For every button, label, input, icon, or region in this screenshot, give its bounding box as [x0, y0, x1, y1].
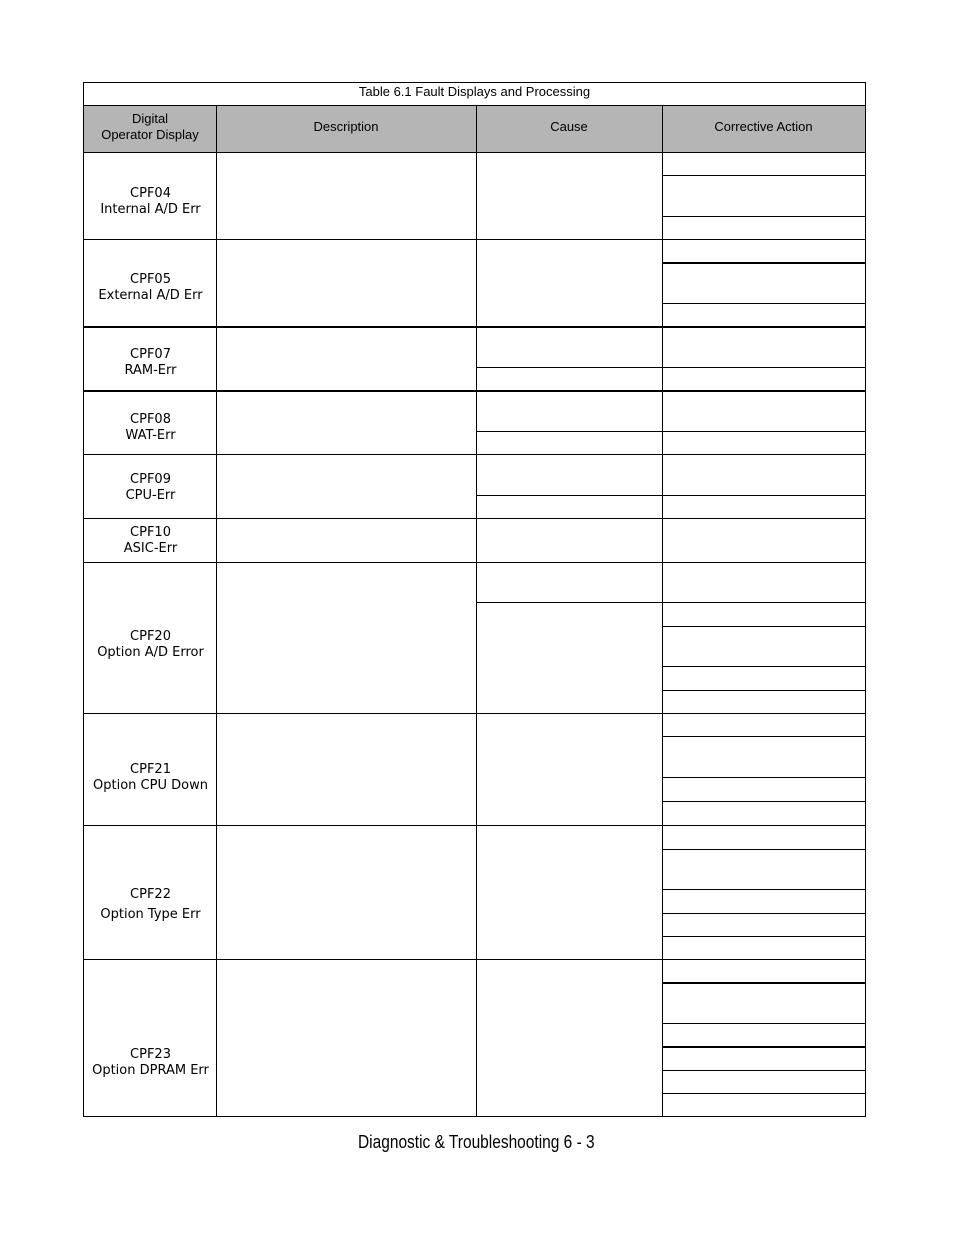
fault-name: RAM-Err	[124, 363, 177, 378]
table-border-left	[83, 82, 84, 1117]
action-sub-divider	[662, 431, 865, 432]
row-divider	[84, 713, 865, 714]
header-corrective-action: Corrective Action	[714, 119, 813, 134]
row-label-cpf20	[85, 629, 216, 661]
action-sub-divider	[662, 175, 865, 176]
row-label-cpf08	[85, 412, 216, 444]
row-divider	[84, 825, 865, 826]
action-sub-divider	[662, 736, 865, 737]
action-sub-divider	[662, 1070, 865, 1071]
fault-name: ASIC-Err	[123, 541, 178, 556]
action-sub-divider	[662, 602, 865, 603]
row-label-cpf10	[85, 525, 216, 557]
fault-code: CPF10	[130, 525, 171, 540]
fault-code: CPF21	[130, 762, 171, 777]
action-sub-divider	[662, 1093, 865, 1094]
row-divider	[84, 454, 865, 455]
fault-code: CPF07	[130, 347, 171, 362]
cause-sub-divider	[476, 495, 662, 496]
action-sub-divider	[662, 262, 865, 264]
action-sub-divider	[662, 801, 865, 802]
row-label-cpf21	[85, 762, 216, 794]
action-sub-divider	[662, 367, 865, 368]
fault-name: Option Type Err	[100, 907, 201, 922]
header-cause: Cause	[550, 119, 588, 134]
action-sub-divider	[662, 216, 865, 217]
column-divider	[662, 105, 663, 1116]
header-display-line2: Operator Display	[101, 127, 199, 142]
row-divider	[84, 239, 865, 240]
action-sub-divider	[662, 495, 865, 496]
row-label-cpf22	[85, 885, 216, 925]
row-label-cpf23	[85, 1047, 216, 1079]
page-footer: Diagnostic & Troubleshooting 6 - 3	[358, 1132, 595, 1152]
action-sub-divider	[662, 1046, 865, 1048]
fault-name: Internal A/D Err	[100, 202, 201, 217]
row-divider	[84, 562, 865, 563]
fault-code: CPF05	[130, 272, 171, 287]
fault-name: WAT-Err	[125, 428, 176, 443]
column-divider	[476, 105, 477, 1116]
action-sub-divider	[662, 889, 865, 890]
action-sub-divider	[662, 936, 865, 937]
action-sub-divider	[662, 303, 865, 304]
fault-name: External A/D Err	[98, 288, 203, 303]
fault-code: CPF20	[130, 629, 171, 644]
table-border-bottom	[83, 1116, 866, 1117]
fault-name: Option DPRAM Err	[92, 1063, 209, 1078]
action-sub-divider	[662, 777, 865, 778]
fault-code: CPF09	[130, 472, 171, 487]
fault-name: Option CPU Down	[93, 778, 208, 793]
row-label-cpf07	[85, 347, 216, 379]
fault-code: CPF08	[130, 412, 171, 427]
header-description: Description	[313, 119, 379, 134]
row-divider	[84, 390, 865, 392]
header-display-line1: Digital	[131, 111, 169, 126]
fault-code: CPF22	[130, 887, 171, 902]
cause-sub-divider	[476, 367, 662, 368]
cause-sub-divider	[476, 431, 662, 432]
action-sub-divider	[662, 913, 865, 914]
fault-name: Option A/D Error	[97, 645, 204, 660]
fault-name: CPU-Err	[125, 488, 176, 503]
row-label-cpf09	[85, 472, 216, 504]
action-sub-divider	[662, 849, 865, 850]
cause-sub-divider	[476, 602, 662, 603]
action-sub-divider	[662, 1023, 865, 1024]
header-display	[84, 111, 216, 143]
action-sub-divider	[662, 690, 865, 691]
row-divider	[84, 959, 865, 960]
action-sub-divider	[662, 626, 865, 627]
fault-code: CPF23	[130, 1047, 171, 1062]
table-caption: Table 6.1 Fault Displays and Processing	[358, 84, 591, 99]
row-label-cpf04	[85, 186, 216, 218]
row-divider	[84, 518, 865, 519]
fault-code: CPF04	[130, 186, 171, 201]
caption-divider	[84, 105, 865, 106]
row-divider	[84, 326, 865, 328]
table-border-right	[865, 82, 866, 1117]
header-divider	[84, 152, 865, 153]
action-sub-divider	[662, 666, 865, 667]
row-label-cpf05	[85, 272, 216, 304]
action-sub-divider	[662, 982, 865, 984]
table-border-top	[83, 82, 866, 83]
column-divider	[216, 105, 217, 1116]
